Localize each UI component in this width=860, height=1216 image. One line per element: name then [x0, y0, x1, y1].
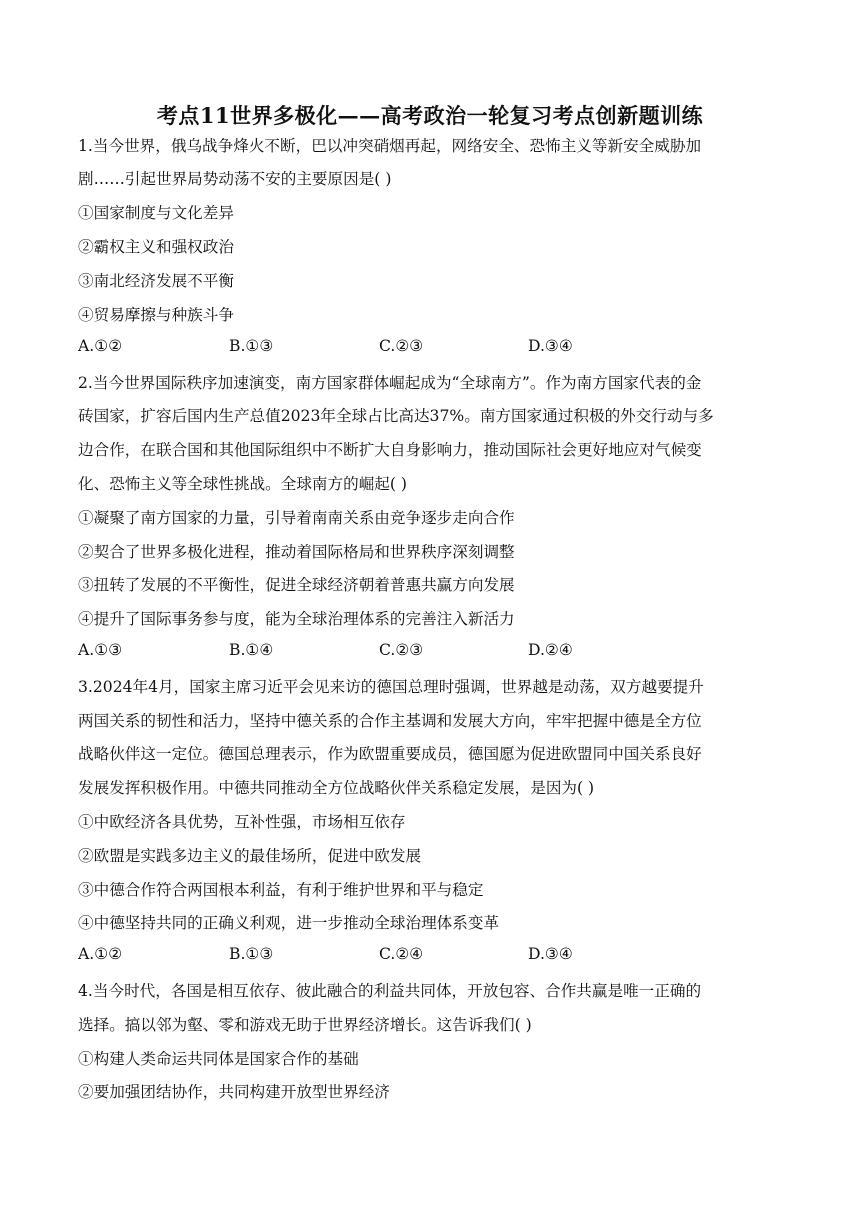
question-1-stem-line-2: 剧……引起世界局势动荡不安的主要原因是( ) — [78, 170, 392, 188]
question-3-item-2: ②欧盟是实践多边主义的最佳场所，促进中欧发展 — [78, 847, 422, 865]
question-2-option-c: C.②③ — [379, 641, 424, 659]
question-1-option-b: B.①③ — [229, 337, 274, 355]
question-2-stem-line-1: 2.当今世界国际秩序加速演变，南方国家群体崛起成为“全球南方”。作为南方国家代表的金 — [78, 374, 702, 392]
question-1-option-c: C.②③ — [379, 337, 424, 355]
question-3-item-3: ③中德合作符合两国根本利益，有利于维护世界和平与稳定 — [78, 881, 484, 899]
question-1-item-4: ④贸易摩擦与种族斗争 — [78, 306, 234, 324]
question-1-item-1: ①国家制度与文化差异 — [78, 204, 234, 222]
question-3-stem-line-2: 两国关系的韧性和活力，坚持中德关系的合作主基调和发展大方向，牢牢把握中德是全方位 — [78, 712, 702, 730]
question-2-item-1: ①凝聚了南方国家的力量，引导着南南关系由竞争逐步走向合作 — [78, 509, 515, 527]
question-1-option-a: A.①② — [78, 337, 123, 355]
question-1-stem-line-1: 1.当今世界，俄乌战争烽火不断，巴以冲突硝烟再起，网络安全、恐怖主义等新安全威胁加 — [78, 137, 702, 155]
document-title: 考点11世界多极化——高考政治一轮复习考点创新题训练 — [156, 103, 704, 128]
question-4-item-1: ①构建人类命运共同体是国家合作的基础 — [78, 1050, 359, 1068]
question-2-stem-line-4: 化、恐怖主义等全球性挑战。全球南方的崛起( ) — [78, 475, 407, 493]
question-3-option-d: D.③④ — [528, 945, 573, 963]
question-4-stem-line-2: 选择。搞以邻为壑、零和游戏无助于世界经济增长。这告诉我们( ) — [78, 1016, 532, 1034]
question-2-stem-line-2: 砖国家，扩容后国内生产总值2023年全球占比高达37%。南方国家通过积极的外交行动与多 — [78, 407, 714, 425]
question-2-item-4: ④提升了国际事务参与度，能为全球治理体系的完善注入新活力 — [78, 610, 515, 628]
question-1-item-2: ②霸权主义和强权政治 — [78, 238, 234, 256]
question-2-option-d: D.②④ — [528, 641, 573, 659]
question-1-item-3: ③南北经济发展不平衡 — [78, 272, 234, 290]
question-3-item-4: ④中德坚持共同的正确义利观，进一步推动全球治理体系变革 — [78, 914, 500, 932]
question-3-stem-line-1: 3.2024年4月，国家主席习近平会见来访的德国总理时强调，世界越是动荡，双方越要提升 — [78, 678, 704, 696]
question-3-stem-line-4: 发展发挥积极作用。中德共同推动全方位战略伙伴关系稳定发展，是因为( ) — [78, 779, 595, 797]
question-3-option-a: A.①② — [78, 945, 123, 963]
question-2-stem-line-3: 边合作，在联合国和其他国际组织中不断扩大自身影响力，推动国际社会更好地应对气候变 — [78, 441, 702, 459]
question-3-item-1: ①中欧经济各具优势，互补性强，市场相互依存 — [78, 813, 406, 831]
question-1-option-d: D.③④ — [528, 337, 573, 355]
question-3-option-c: C.②④ — [379, 945, 424, 963]
question-4-stem-line-1: 4.当今时代，各国是相互依存、彼此融合的利益共同体，开放包容、合作共赢是唯一正确的 — [78, 982, 702, 1000]
question-2-option-a: A.①③ — [78, 641, 123, 659]
question-2-option-b: B.①④ — [229, 641, 274, 659]
question-4-item-2: ②要加强团结协作，共同构建开放型世界经济 — [78, 1083, 390, 1101]
question-2-item-2: ②契合了世界多极化进程，推动着国际格局和世界秩序深刻调整 — [78, 543, 515, 561]
question-3-stem-line-3: 战略伙伴这一定位。德国总理表示，作为欧盟重要成员，德国愿为促进欧盟同中国关系良好 — [78, 745, 702, 763]
question-2-item-3: ③扭转了发展的不平衡性，促进全球经济朝着普惠共赢方向发展 — [78, 576, 515, 594]
question-3-option-b: B.①③ — [229, 945, 274, 963]
